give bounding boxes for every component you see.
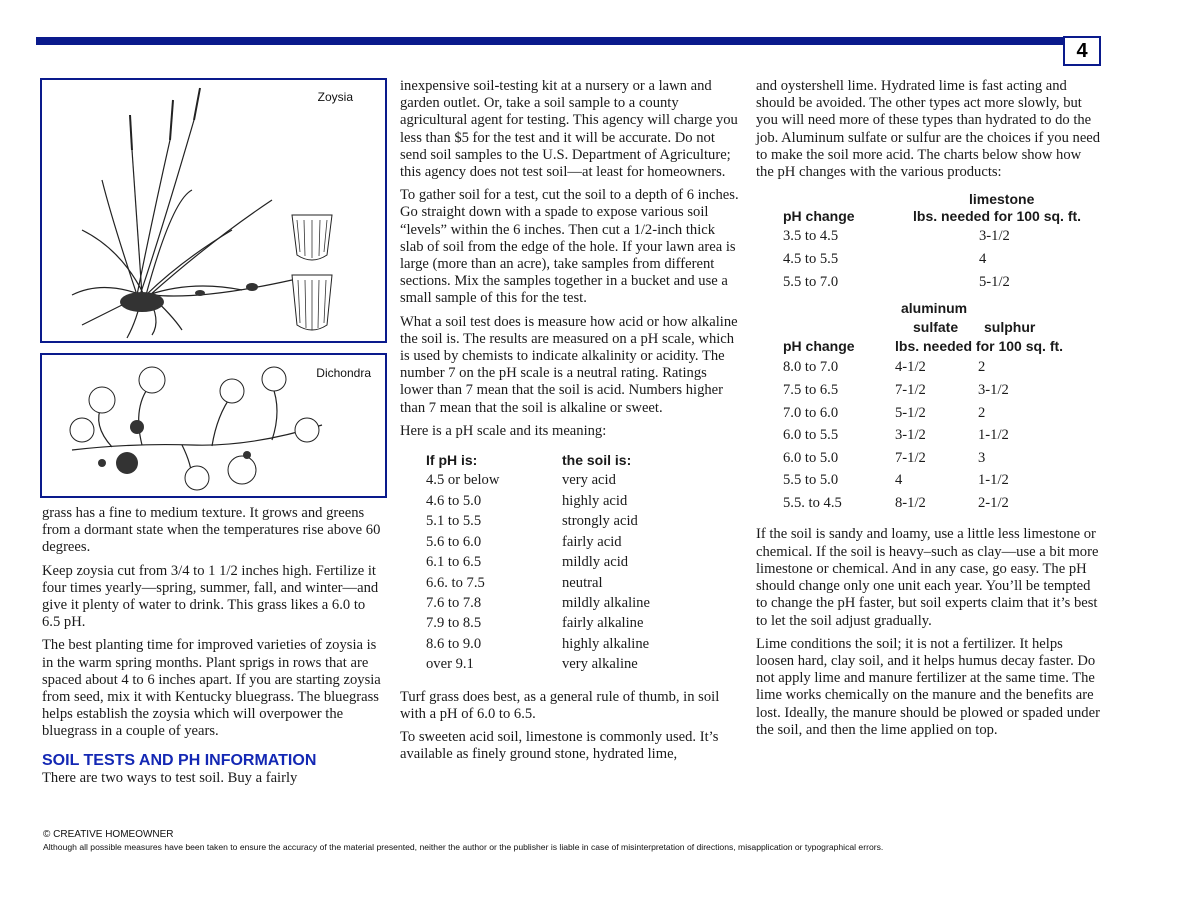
table-cell: 6.0 to 5.0 (783, 449, 839, 466)
zoysia-label: Zoysia (317, 90, 353, 104)
column-1 (42, 505, 387, 793)
table-row (783, 379, 1063, 402)
table-cell: 3-1/2 (895, 427, 926, 444)
table-cell: 1-1/2 (978, 427, 1009, 444)
col2-paragraph-4: Here is a pH scale and its meaning: (400, 422, 607, 439)
table-cell: 3-1/2 (979, 228, 1010, 245)
table-cell: 5-1/2 (895, 404, 926, 421)
table-header-spacer (783, 318, 895, 337)
table-header: lbs. needed for 100 sq. ft. (913, 208, 1082, 225)
table-cell: 7.5 to 6.5 (783, 381, 839, 398)
table-cell: 2-1/2 (978, 494, 1009, 511)
col3-paragraph-2: If the soil is sandy and loamy, use a little less limestone or chemical. If the soil is heavy–such as clay—use a bit more limestone or chemical. And in any case, go easy. The pH should change only one unit each year. You’ll be tempted to change the pH faster, but soil experts claim that it’s best to let the soil adjust gradually. (756, 526, 1099, 629)
table-cell: fairly alkaline (562, 615, 644, 632)
table-cell: 5.5 to 5.0 (783, 472, 839, 489)
col1-paragraph-3: The best planting time for improved varieties of zoysia is in the warm spring months. Plant sprigs in rows that are spaced about 4 to 6 inches apart. If you are starting zoysia from seed, mix it with Kentucky bluegrass. The bluegrass helps establish the zoysia which will overpower the bluegrass in a couple of years. (42, 637, 381, 740)
dichondra-illustration (40, 353, 387, 498)
page-number: 4 (1063, 36, 1101, 66)
table-row (426, 532, 650, 552)
zoysia-drawing (42, 80, 385, 341)
table-row (426, 613, 650, 633)
table-cell: 8.6 to 9.0 (426, 635, 482, 652)
table-cell: very acid (562, 472, 616, 489)
table-row (783, 225, 1081, 248)
table-cell: 7.9 to 8.5 (426, 615, 482, 632)
table-row (783, 492, 1063, 515)
col2-paragraph-1: inexpensive soil-testing kit at a nursery or a lawn and garden outlet. Or, take a soil sample to a county agricultural agent for testing. This agency will charge you less than $5 for the test and it will be accurate. Do not send soil samples to the U.S. Department of Agriculture; this agency does not test soil—at least for homeowners. (400, 78, 738, 181)
table-row (426, 552, 650, 572)
table-cell: 2 (978, 359, 986, 376)
disclaimer: Although all possible measures have been taken to ensure the accuracy of the material presented, neither the author or the publisher is liable in case of misinterpretation of directions, misapplication or typographical errors. (43, 842, 884, 852)
table-row (426, 654, 650, 674)
table-row (426, 470, 650, 490)
table-cell: 7.6 to 7.8 (426, 594, 482, 611)
table-header-spacer (783, 299, 895, 318)
table-cell: 4.6 to 5.0 (426, 492, 482, 509)
table-cell: 4 (895, 472, 903, 489)
table-row (783, 271, 1081, 294)
table-cell: 5.5 to 7.0 (783, 273, 839, 290)
table-cell: 3.5 to 4.5 (783, 228, 839, 245)
table-header: aluminum (901, 300, 968, 317)
table-row (426, 491, 650, 511)
table-row (783, 402, 1063, 425)
table-header: sulfate (913, 319, 959, 336)
table-header: limestone (969, 191, 1035, 208)
table-cell: 5.5. to 4.5 (783, 494, 842, 511)
table-header: sulphur (984, 319, 1036, 336)
table-cell: strongly acid (562, 513, 638, 530)
table-cell: 8-1/2 (895, 494, 926, 511)
table-cell: 5.6 to 6.0 (426, 533, 482, 550)
table-cell: very alkaline (562, 656, 638, 673)
col2-paragraph-5: Turf grass does best, as a general rule of thumb, in soil with a pH of 6.0 to 6.5. (400, 688, 720, 722)
table-cell: over 9.1 (426, 656, 474, 673)
table-cell: 5.1 to 5.5 (426, 513, 482, 530)
table-cell: 6.1 to 6.5 (426, 554, 482, 571)
header-rule (36, 37, 1063, 45)
table-row (783, 447, 1063, 470)
table-row (783, 248, 1081, 271)
footer (43, 829, 883, 853)
copyright: © CREATIVE HOMEOWNER (43, 829, 174, 840)
table-cell: 3 (978, 449, 986, 466)
table-row (783, 356, 1063, 379)
section-heading: SOIL TESTS AND PH INFORMATION (42, 751, 317, 769)
table-cell: 6.0 to 5.5 (783, 427, 839, 444)
column-3 (756, 78, 1101, 745)
ph-scale-table (426, 450, 650, 674)
table-cell: 4.5 or below (426, 472, 500, 489)
col3-paragraph-3: Lime conditions the soil; it is not a fertilizer. It helps loosen hard, clay soil, and it helps humus decay faster. Do not apply lime and manure fertilizer at the same time. The lime works chemically on the manure and the benefits are lost. Ideally, the manure should be plowed or spaded under the soil, and then the lime applied on top. (756, 635, 1100, 738)
table-cell: 4-1/2 (895, 359, 926, 376)
table-cell: 1-1/2 (978, 472, 1009, 489)
table-cell: 7.0 to 6.0 (783, 404, 839, 421)
col2-paragraph-6: To sweeten acid soil, limestone is commonly used. It’s available as finely ground stone, hydrated lime, (400, 728, 719, 763)
table-header: pH change (783, 338, 855, 355)
table-cell: 2 (978, 404, 986, 421)
table-cell: 4.5 to 5.5 (783, 250, 839, 267)
col3-paragraph-1: and oystershell lime. Hydrated lime is fast acting and should be avoided. The other types act more slowly, but you will need more of these types than hydrated to do the job. Aluminum sulfate or sulfur are the choices if you need to make the soil more acid. The charts below show how the pH changes with the various products: (756, 78, 1101, 181)
table-cell: 4 (979, 250, 987, 267)
table-header: If pH is: (426, 452, 478, 469)
table-cell: 8.0 to 7.0 (783, 359, 839, 376)
table-row (426, 573, 650, 593)
col1-paragraph-2: Keep zoysia cut from 3/4 to 1 1/2 inches high. Fertilize it four times yearly—spring, summer, fall, and winter—and give it plenty of water to drink. This grass likes a 6.0 to 6.5 pH. (42, 562, 379, 631)
column-2 (400, 78, 742, 769)
table-row (783, 424, 1063, 447)
table-cell: highly alkaline (562, 635, 650, 652)
table-cell: neutral (562, 574, 603, 591)
table-header: the soil is: (562, 452, 632, 469)
table-cell: mildly acid (562, 554, 629, 571)
table-row (783, 469, 1063, 492)
table-cell: 7-1/2 (895, 449, 926, 466)
table-cell: 5-1/2 (979, 273, 1010, 290)
col2-paragraph-3: What a soil test does is measure how acid or how alkaline the soil is. The results are measured on a pH scale, which is used by chemists to indicate alkalinity or acidity. The number 7 on the pH scale is a neutral rating. Ratings lower than 7 mean that the soil is acid. Numbers higher than 7 mean that the soil is alkaline or sweet. (400, 313, 738, 416)
table-header: pH change (783, 208, 855, 225)
table-row (426, 593, 650, 613)
table-cell: mildly alkaline (562, 594, 650, 611)
table-row (426, 634, 650, 654)
col1-paragraph-1: grass has a fine to medium texture. It grows and greens from a dormant state when the temperatures rise above 60 degrees. (42, 505, 381, 556)
table-cell: highly acid (562, 492, 628, 509)
col1-paragraph-4: There are two ways to test soil. Buy a fairly (42, 769, 298, 786)
table-row (426, 511, 650, 531)
col2-paragraph-2: To gather soil for a test, cut the soil to a depth of 6 inches. Go straight down with a spade to expose various soil “levels” within the 6 inches. Then cut a 1/2-inch thick slab of soil from the edge of the hole. If your lawn area is large (more than an acre), take samples from different sections. Mix the samples together in a bucket and use a small sample of this for the test. (400, 187, 739, 307)
table-cell: 7-1/2 (895, 381, 926, 398)
aluminum-sulphur-table (783, 299, 1063, 514)
zoysia-illustration (40, 78, 387, 343)
table-cell: fairly acid (562, 533, 622, 550)
table-header-spacer (783, 191, 913, 208)
dichondra-label: Dichondra (316, 366, 371, 380)
table-header: lbs. needed for 100 sq. ft. (895, 338, 1064, 355)
table-cell: 6.6. to 7.5 (426, 574, 485, 591)
table-cell: 3-1/2 (978, 381, 1009, 398)
limestone-table (783, 191, 1081, 293)
